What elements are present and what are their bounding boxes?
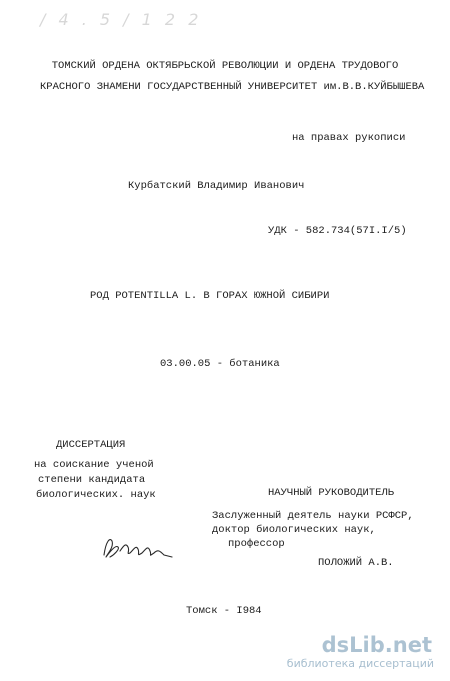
dslib-subtitle: библиотека диссертаций bbox=[286, 657, 434, 670]
city-year: Томск - I984 bbox=[186, 605, 262, 617]
supervisor-line-2: доктор биологических наук, bbox=[212, 524, 376, 536]
handwritten-signature bbox=[100, 527, 180, 567]
supervisor-heading: НАУЧНЫЙ РУКОВОДИТЕЛЬ bbox=[268, 487, 395, 499]
dissertation-heading: ДИССЕРТАЦИЯ bbox=[56, 439, 126, 451]
faint-archive-mark: / 4 . 5 / 1 2 2 bbox=[40, 10, 203, 29]
udc-code: УДК - 582.734(57I.I/5) bbox=[268, 225, 407, 237]
supervisor-name: ПОЛОЖИЙ А.В. bbox=[318, 557, 394, 569]
author-name: Курбатский Владимир Иванович bbox=[128, 180, 305, 192]
supervisor-line-3: профессор bbox=[228, 538, 285, 550]
rights-note: на правах рукописи bbox=[292, 132, 406, 144]
dissertation-title: РОД POTENTILLA L. В ГОРАХ ЮЖНОЙ СИБИРИ bbox=[90, 290, 330, 302]
dslib-watermark bbox=[250, 633, 440, 673]
dissertation-line-3: биологических. наук bbox=[36, 489, 156, 501]
institution-line-2: КРАСНОГО ЗНАМЕНИ ГОСУДАРСТВЕННЫЙ УНИВЕРСИТЕТ им.В.В.КУЙБЫШЕВА bbox=[40, 81, 425, 93]
dissertation-line-2: степени кандидата bbox=[38, 474, 146, 486]
supervisor-line-1: Заслуженный деятель науки РСФСР, bbox=[212, 510, 414, 522]
specialty-code: 03.00.05 - ботаника bbox=[160, 358, 280, 370]
dslib-logo: dsLib.net bbox=[321, 633, 432, 657]
dissertation-line-1: на соискание ученой bbox=[34, 459, 154, 471]
institution-line-1: ТОМСКИЙ ОРДЕНА ОКТЯБРЬСКОЙ РЕВОЛЮЦИИ И ОРДЕНА ТРУДОВОГО bbox=[51, 60, 399, 72]
